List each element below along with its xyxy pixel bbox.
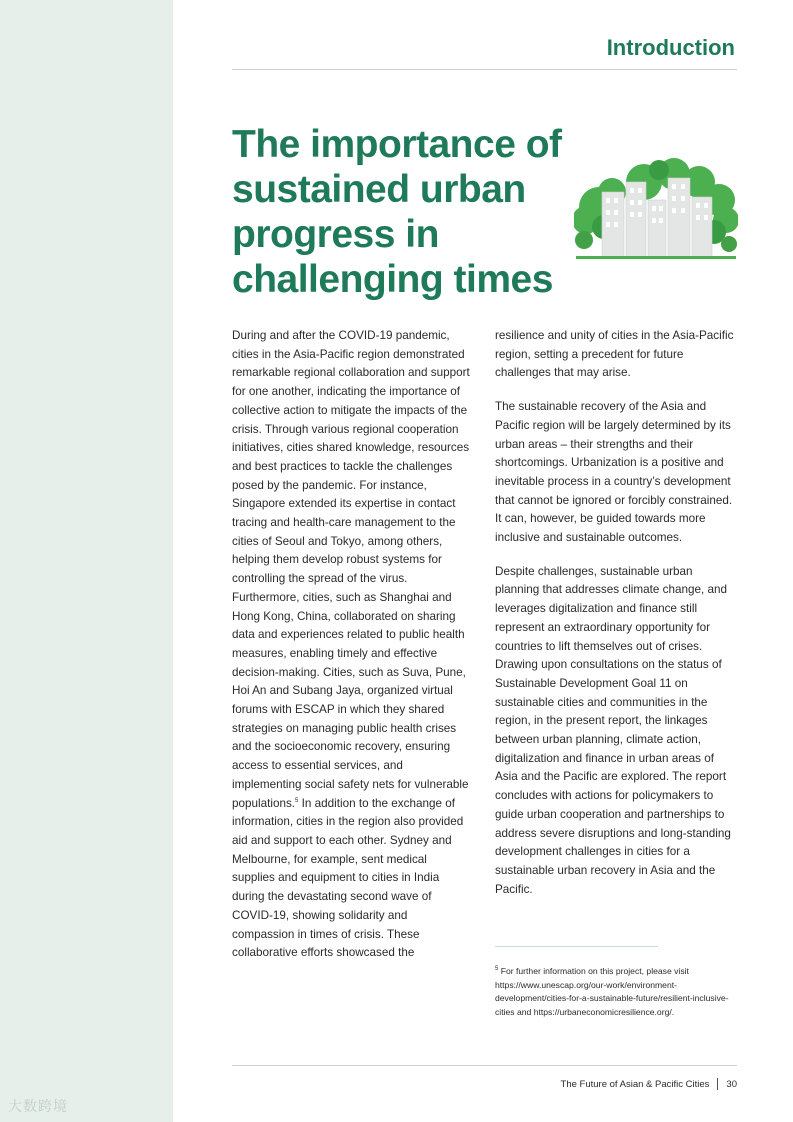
footnote: [495, 965, 740, 1019]
paragraph: resilience and unity of cities in the Asia-Pacific region, setting a precedent for future challenges that may arise.: [495, 329, 734, 380]
footer-separator: [717, 1078, 718, 1090]
footer-divider: [232, 1065, 737, 1066]
page-title: The importance of sustained urban progress in challenging times: [232, 123, 562, 301]
watermark: 大数跨境: [8, 1098, 68, 1114]
footnote-text: For further information on this project, please visit https://www.unescap.org/our-work/environment-development/cities-for-a-sustainable-future/resilient-inclusive-cities and https://urbaneconomicresilience.org/.: [495, 966, 729, 1017]
page-footer: [561, 1078, 737, 1090]
paragraph-text: During and after the COVID-19 pandemic, cities in the Asia-Pacific region demonstrated remarkable regional collaboration and support for one another, indicating the importance of collective action to mitigate the impacts of the crisis. Through various regional cooperation initiatives, cities shared knowledge, resources and best practices to tackle the challenges posed by the pandemic. For instance, Singapore extended its expertise in contact tracing and health-care management to the cities of Seoul and Tokyo, among others, helping them develop robust systems for controlling the spread of the virus. Furthermore, cities, such as Shanghai and Hong Kong, China, collaborated on sharing data and experiences related to public health measures, enabling timely and effective decision-making. Cities, such as Suva, Pune, Hoi An and Subang Jaya, organized virtual forums with ESCAP in which they shared strategies on managing public health crises and the socioeconomic recovery, ensuring access to essential services, and implementing social safety nets for vulnerable populations.: [232, 329, 470, 810]
footnote-reference[interactable]: 5: [295, 797, 299, 804]
paragraph: [232, 327, 472, 963]
paragraph: Despite challenges, sustainable urban planning that addresses climate change, and leverages digitalization and finance still represent an extraordinary opportunity for countries to lift themselves out of crises. Drawing upon consultations on the status of Sustainable Development Goal 11 on sustainable cities and communities in the region, in the present report, the linkages between urban planning, climate action, digitalization and finance in urban areas of Asia and the Pacific are explored. The report concludes with actions for policymakers to guide urban cooperation and partnerships to address severe disruptions and long-standing development challenges in cities for a sustainable urban recovery in Asia and the Pacific.: [495, 564, 731, 896]
publication-title: The Future of Asian & Pacific Cities: [560, 1078, 710, 1090]
body-column-left: [232, 327, 472, 978]
section-label: Introduction: [606, 35, 735, 60]
city-with-trees-icon: [574, 152, 738, 262]
header-divider: [232, 69, 737, 70]
paragraph: The sustainable recovery of the Asia and Pacific region will be largely determined by its urban areas – their strengths and their shortcomings. Urbanization is a positive and inevitable process in a country’s development that cannot be ignored or forcibly constrained. It can, however, be guided towards more inclusive and sustainable outcomes.: [495, 400, 733, 545]
sidebar-band: [0, 0, 173, 1122]
footnote-number: 5: [495, 966, 499, 973]
page-number: 30: [726, 1078, 737, 1090]
body-column-right: [495, 327, 735, 914]
footnote-divider: [495, 946, 658, 947]
paragraph-text: In addition to the exchange of information, cities in the region also provided aid and support to each other. Sydney and Melbourne, for example, sent medical supplies and equipment to cities in India during the devastating second wave of COVID-19, showing solidarity and compassion in times of crisis. These collaborative efforts showcased the: [232, 796, 464, 960]
